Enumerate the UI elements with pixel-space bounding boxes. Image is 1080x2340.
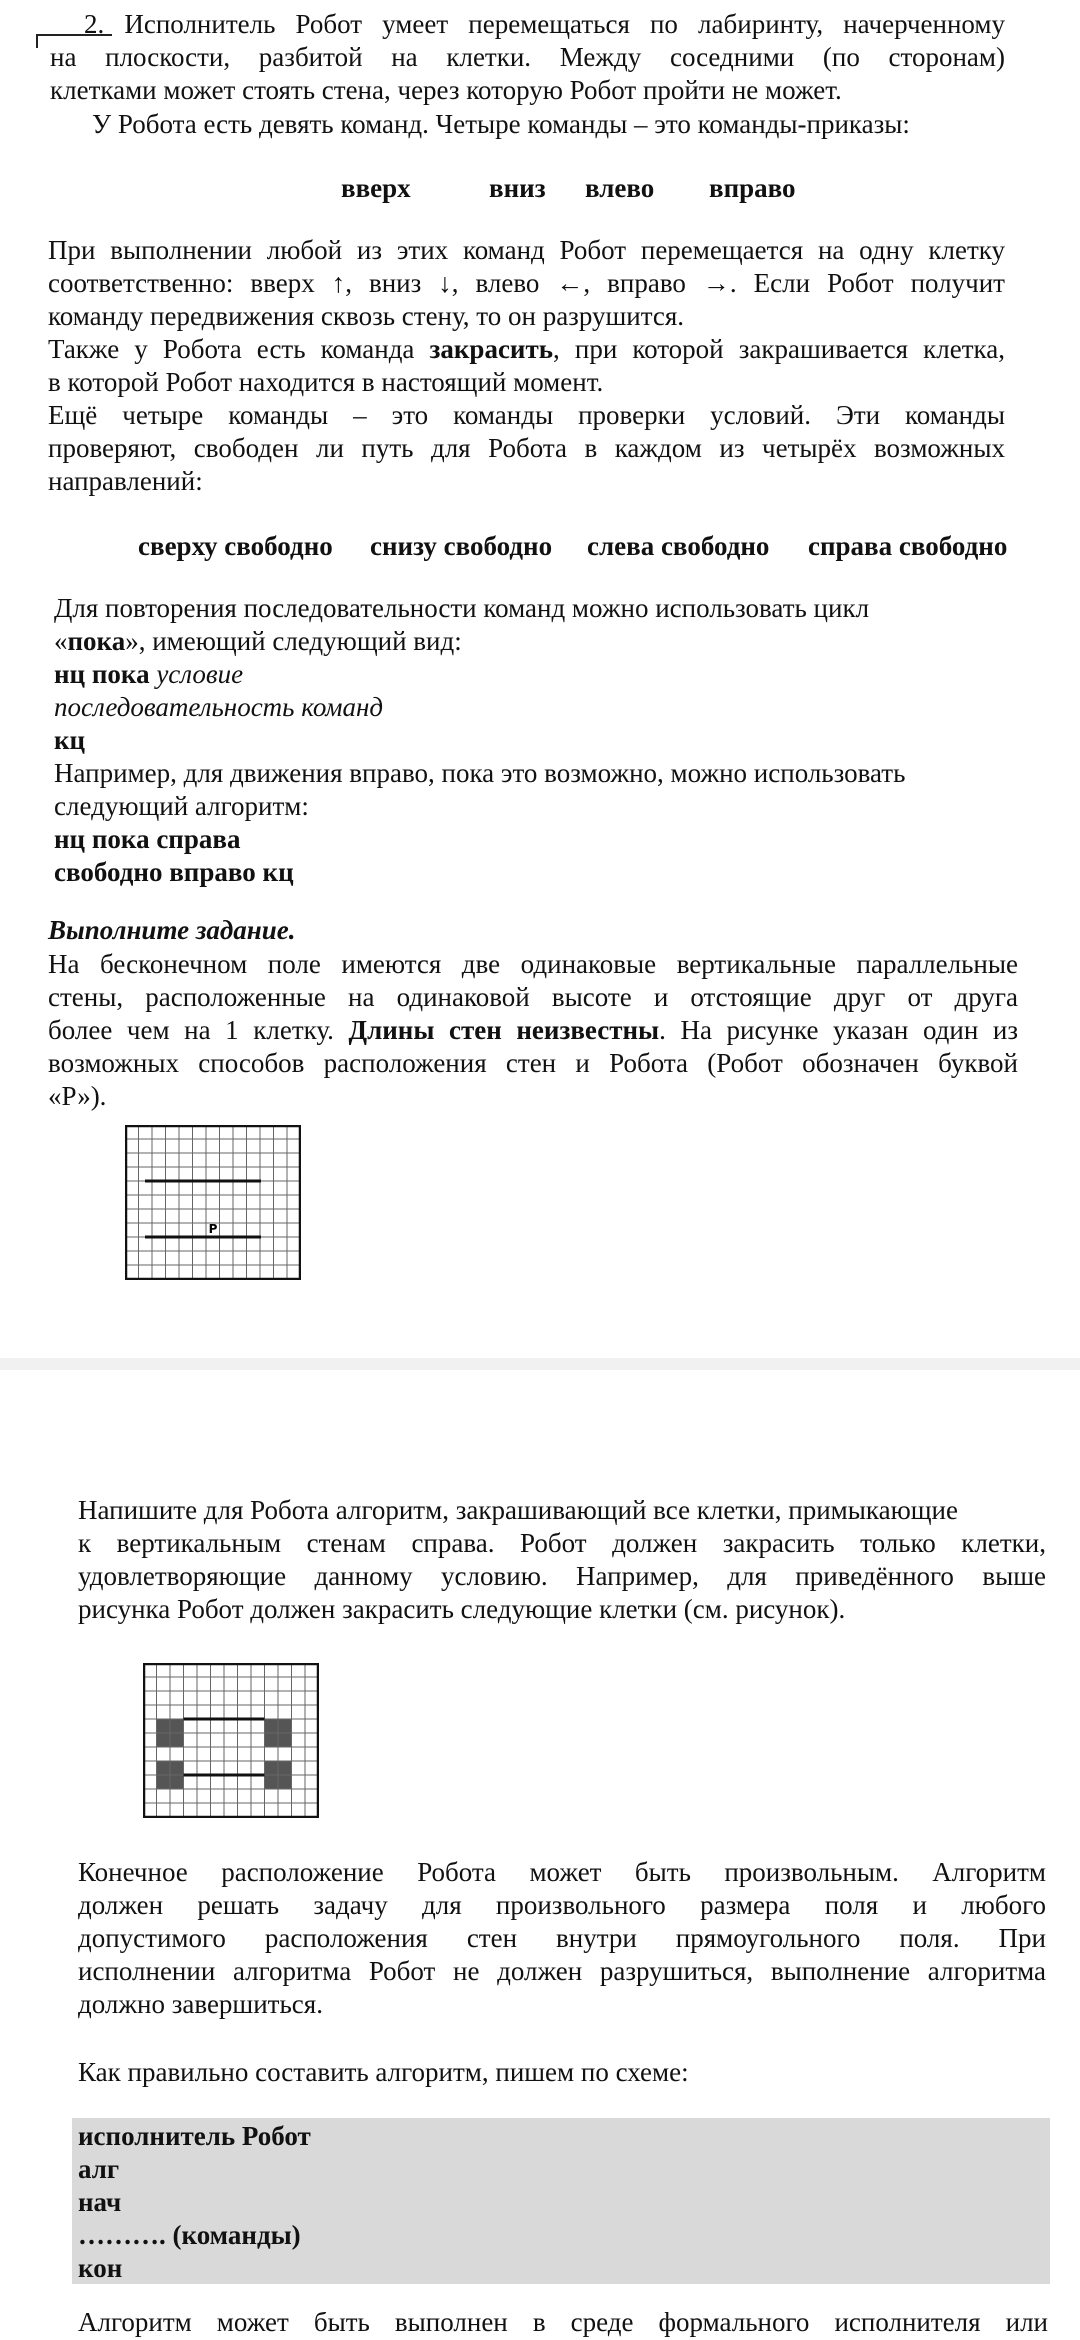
intro-line-2: на плоскости, разбитой на клетки. Между соседними (по сторонам) (50, 42, 1005, 72)
write-paragraph (78, 1494, 1046, 1626)
algo-line-2 (54, 856, 1014, 889)
check-desc-line-2: проверяют, свободен ли путь для Робота в каждом из четырёх возможных (48, 433, 1005, 463)
write-line-2: к вертикальным стенам справа. Робот должен закрасить только клетки, (78, 1528, 1046, 1558)
command-right: вправо (709, 173, 796, 203)
command-down: вниз (489, 173, 546, 203)
final-line-1: Конечное расположение Робота может быть произвольным. Алгоритм (78, 1857, 1046, 1887)
check-right-free: справа свободно (808, 531, 1008, 561)
final-line-2: должен решать задачу для произвольного размера поля и любого (78, 1890, 1046, 1920)
cut-off-text: Алгоритм может быть выполнен в среде формального исполнителя или (78, 2312, 1048, 2337)
loop-line-1: Для повторения последовательности команд можно использовать цикл (54, 593, 870, 623)
task-line-3 (48, 1014, 1018, 1047)
loop-description (54, 592, 1014, 889)
code-line-4: ………. (команды) (78, 2220, 301, 2250)
page-section-2 (0, 1370, 1080, 2340)
command-left: влево (585, 173, 655, 203)
loop-quote-open: « (54, 626, 68, 656)
loop-kc-line (54, 724, 1014, 757)
check-desc-line-3: направлений: (48, 466, 203, 496)
maze-figure-1 (125, 1125, 301, 1285)
task-paragraph (48, 948, 1018, 1113)
nine-commands-line: У Робота есть девять команд. Четыре команды – это команды-приказы: (92, 109, 910, 139)
loop-nc-line (54, 658, 1014, 691)
algo-line-1 (54, 823, 1014, 856)
loop-seq-line (54, 691, 1014, 724)
write-line-4: рисунка Робот должен закрасить следующие клетки (см. рисунок). (78, 1594, 846, 1624)
cut-off-line (78, 2312, 1048, 2340)
task-line-4: возможных способов расположения стен и Робота (Робот обозначен буквой (48, 1048, 1018, 1078)
algo-bold-1: нц пока справа (54, 824, 241, 854)
maze-grid-1 (125, 1125, 301, 1280)
intro-line-3: клетками может стоять стена, через которую Робот пройти не может. (50, 75, 842, 105)
loop-line-2 (54, 625, 1014, 658)
task-title: Выполните задание. (48, 915, 296, 945)
final-line-4: исполнении алгоритма Робот не должен разрушиться, выполнение алгоритма (78, 1956, 1046, 1986)
move-description (48, 234, 1005, 498)
task-line-2: стены, расположенные на одинаковой высоте и отстоящие друг от друга (48, 982, 1018, 1012)
code-line-1: исполнитель Робот (78, 2121, 311, 2151)
example-line-2: следующий алгоритм: (54, 791, 309, 821)
move-desc-line-1: При выполнении любой из этих команд Робот перемещается на одну клетку (48, 235, 1005, 265)
loop-nc-condition: условие (156, 659, 244, 689)
task-line-3-pre: более чем на 1 клетку. (48, 1015, 349, 1045)
example-line-1: Например, для движения вправо, пока это возможно, можно использовать (54, 758, 906, 788)
check-desc-line-1: Ещё четыре команды – это команды проверки условий. Эти команды (48, 400, 1005, 430)
check-bottom-free: снизу свободно (370, 531, 553, 561)
paint-pre: Также у Робота есть команда (48, 334, 430, 364)
algo-bold-2: свободно вправо кц (54, 857, 294, 887)
check-top-free: сверху свободно (138, 531, 333, 561)
underline-tick (36, 34, 38, 48)
paint-line-2: в которой Робот находится в настоящий момент. (48, 367, 604, 397)
final-line-5: должно завершиться. (78, 1989, 323, 2019)
code-block (72, 2118, 1050, 2284)
code-line-5: кон (78, 2253, 123, 2283)
move-desc-line-2: соответственно: вверх ↑, вниз ↓, влево ←, вправо →. Если Робот получит (48, 268, 1005, 298)
check-left-free: слева свободно (587, 531, 770, 561)
maze-figure-2 (143, 1663, 319, 1823)
loop-nc-bold: нц пока (54, 659, 150, 689)
final-line-3: допустимого расположения стен внутри прямоугольного поля. При (78, 1923, 1046, 1953)
write-line-3: удовлетворяющие данному условию. Например, для приведённого выше (78, 1561, 1046, 1591)
maze-grid-2 (143, 1663, 319, 1818)
loop-quote-rest: », имеющий следующий вид: (125, 626, 462, 656)
intro-paragraph (50, 8, 1005, 107)
loop-kc-bold: кц (54, 725, 86, 755)
how-line: Как правильно составить алгоритм, пишем по схеме: (78, 2057, 689, 2087)
move-desc-line-3: команду передвижения сквозь стену, то он разрушится. (48, 301, 685, 331)
paint-bold: закрасить (429, 334, 554, 364)
paint-post: , при которой закрашивается клетка, (553, 334, 1005, 364)
command-up: вверх (341, 173, 411, 203)
loop-seq-italic: последовательность команд (54, 692, 384, 722)
task-line-3-post: . На рисунке указан один из (659, 1015, 1018, 1045)
final-paragraph (78, 1856, 1046, 2021)
task-line-1: На бесконечном поле имеются две одинаковые вертикальные параллельные (48, 949, 1018, 979)
write-line-1: Напишите для Робота алгоритм, закрашивающий все клетки, примыкающие (78, 1495, 958, 1525)
code-line-2: алг (78, 2154, 120, 2184)
intro-line-1: 2. Исполнитель Робот умеет перемещаться по лабиринту, начерченному (84, 9, 1005, 39)
code-line-3: нач (78, 2187, 122, 2217)
paint-line-1 (48, 333, 1005, 366)
task-line-3-bold: Длины стен неизвестны (348, 1015, 660, 1045)
robot-label: Р (208, 1222, 218, 1236)
loop-keyword: пока (67, 626, 126, 656)
page-separator (0, 1358, 1080, 1370)
task-line-5: «Р»). (48, 1081, 107, 1111)
